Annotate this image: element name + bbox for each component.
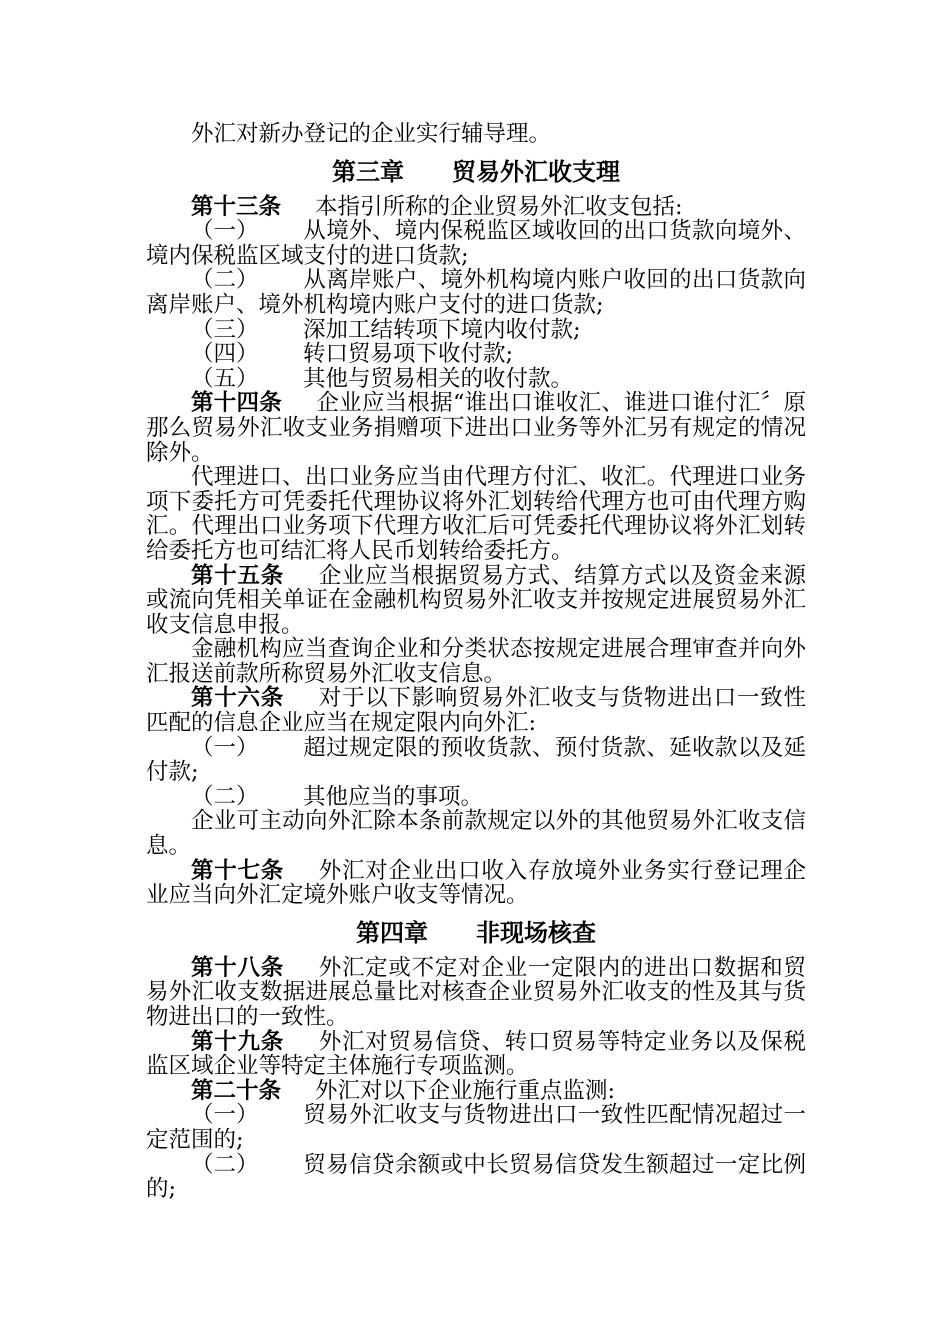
article-text: 企业应当根据贸易方式、结算方式以及资金来源或流向凭相关单证在金融机构贸易外汇收支并按规定进展贸易外汇收支信息申报。 bbox=[146, 562, 806, 638]
article-number: 第二十条 bbox=[191, 1077, 282, 1104]
list-item bbox=[146, 318, 806, 343]
list-item bbox=[146, 268, 806, 317]
list-item bbox=[146, 219, 806, 268]
item-number: （二） bbox=[191, 267, 259, 294]
article-paragraph bbox=[146, 195, 806, 220]
list-item bbox=[146, 342, 806, 367]
article-paragraph bbox=[146, 1030, 806, 1079]
list-item bbox=[146, 1103, 806, 1152]
item-number: （二） bbox=[191, 1151, 259, 1178]
article-text: 本指引所称的企业贸易外汇收支包括: bbox=[315, 193, 683, 220]
chapter-number: 第三章 bbox=[332, 157, 404, 186]
document-body bbox=[146, 122, 806, 1202]
item-number: （一） bbox=[191, 1102, 259, 1129]
article-number: 第十九条 bbox=[191, 1028, 284, 1055]
item-text: 从境外、境内保税监区域收回的出口货款向境外、境内保税监区域支付的进口货款; bbox=[146, 218, 806, 269]
article-text: 外汇对贸易信贷、转口贸易等特定业务以及保税监区域企业等特定主体施行专项监测。 bbox=[146, 1028, 806, 1080]
chapter-heading bbox=[146, 157, 806, 187]
chapter-heading bbox=[146, 918, 806, 948]
article-text: 企业应当根据“谁出口谁收汇、谁进口谁付汇〞原那么贸易外汇收支业务捐赠项下进出口业务等外汇另有规定的情况除外。 bbox=[146, 390, 806, 466]
article-number: 第十四条 bbox=[191, 390, 283, 417]
article-paragraph bbox=[146, 1079, 806, 1104]
article-paragraph bbox=[146, 686, 806, 735]
item-text: 贸易外汇收支与货物进出口一致性匹配情况超过一定范围的; bbox=[146, 1102, 806, 1153]
body-paragraph: 外汇对新办登记的企业实行辅导理。 bbox=[191, 121, 552, 147]
article-number: 第十五条 bbox=[191, 562, 284, 589]
list-item bbox=[146, 736, 806, 785]
item-text: 从离岸账户、境外机构境内账户收回的出口货款向离岸账户、境外机构境内账户支付的进口货款; bbox=[146, 267, 806, 318]
list-item bbox=[146, 785, 806, 810]
article-text: 对于以下影响贸易外汇收支与货物进出口一致性匹配的信息企业应当在规定限内向外汇: bbox=[146, 685, 806, 737]
item-number: （二） bbox=[191, 783, 259, 810]
list-item bbox=[146, 367, 806, 392]
item-number: （四） bbox=[191, 341, 259, 368]
body-paragraph: 代理进口、出口业务应当由代理方付汇、收汇。代理进口业务项下委托方可凭委托代理协议将外汇划转给代理方也可由代理方购汇。代理出口业务项下代理方收汇后可凭委托代理协议将外汇划转给委托方也可结汇将人民币划转给委托方。 bbox=[146, 464, 806, 564]
item-text: 贸易信贷余额或中长贸易信贷发生额超过一定比例的; bbox=[146, 1151, 806, 1203]
item-text: 其他应当的事项。 bbox=[303, 783, 484, 810]
chapter-title: 贸易外汇收支理 bbox=[452, 157, 620, 186]
article-number: 第十八条 bbox=[191, 954, 284, 981]
item-number: （一） bbox=[191, 734, 259, 761]
body-paragraph: 企业可主动向外汇除本条前款规定以外的其他贸易外汇收支信息。 bbox=[146, 808, 806, 860]
item-number: （五） bbox=[191, 365, 259, 392]
article-text: 外汇对以下企业施行重点监测: bbox=[315, 1077, 616, 1104]
article-paragraph bbox=[146, 956, 806, 1030]
article-text: 外汇定或不定对企业一定限内的进出口数据和贸易外汇收支数据进展总量比对核查企业贸易外汇收支的性及其与货物进出口的一致性。 bbox=[146, 954, 806, 1030]
item-text: 其他与贸易相关的收付款。 bbox=[303, 365, 574, 392]
article-paragraph bbox=[146, 391, 806, 465]
article-text: 外汇对企业出口收入存放境外业务实行登记理企业应当向外汇定境外账户收支等情况。 bbox=[146, 857, 806, 909]
article-paragraph bbox=[146, 564, 806, 638]
article-number: 第十七条 bbox=[191, 857, 284, 884]
article-paragraph bbox=[146, 859, 806, 908]
chapter-number: 第四章 bbox=[356, 918, 428, 947]
list-item bbox=[146, 1153, 806, 1202]
item-text: 超过规定限的预收货款、预付货款、延收款以及延付款; bbox=[146, 734, 806, 786]
article-number: 第十三条 bbox=[191, 193, 282, 220]
item-text: 深加工结转项下境内收付款; bbox=[303, 316, 581, 343]
body-paragraph: 金融机构应当查询企业和分类状态按规定进展合理审查并向外汇报送前款所称贸易外汇收支信息。 bbox=[146, 636, 806, 687]
article-number: 第十六条 bbox=[191, 685, 284, 712]
item-number: （一） bbox=[191, 218, 259, 245]
chapter-title: 非现场核查 bbox=[476, 918, 596, 947]
item-number: （三） bbox=[191, 316, 259, 343]
item-text: 转口贸易项下收付款; bbox=[303, 341, 514, 368]
